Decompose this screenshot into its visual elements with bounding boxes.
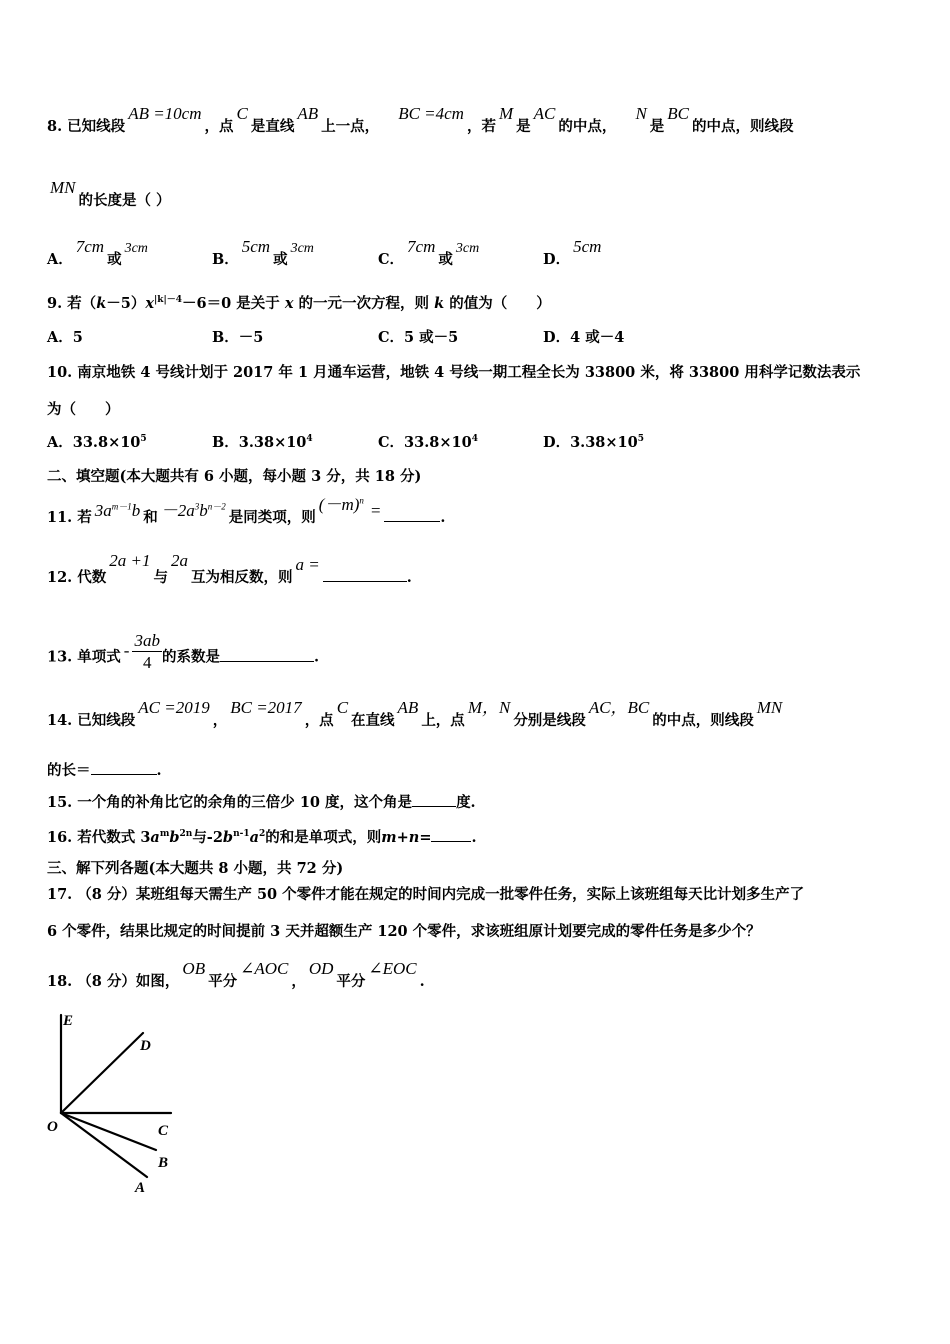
answer-blank[interactable] (384, 509, 440, 522)
q8-option-c: C．7cm或3cm (378, 237, 480, 268)
section-3-heading: 三、解下列各题(本大题共 8 小题，共 72 分) (47, 860, 344, 877)
ray-od (61, 1033, 143, 1113)
q10-option-c: C．$33.8\times 10^4$ (378, 434, 478, 451)
q10-option-a: A．$33.8\times 10^5$ (47, 434, 147, 451)
q10-option-b: B．$3.38\times 10^4$ (212, 434, 313, 451)
section-2-heading: 二、填空题(本大题共有 6 小题，每小题 3 分，共 18 分) (47, 468, 422, 485)
fraction: $\frac{3ab}{4}$ (134, 631, 160, 672)
q8-option-a: A．7cm或3cm (47, 237, 148, 268)
label-e: E (63, 1013, 74, 1029)
question-17-line1: 17. （8 分）某班组每天需生产 50 个零件才能在规定的时间内完成一批零件任务，实际上该班组每天比计划多生产了 (47, 886, 805, 903)
question-16: 16. 若代数式 $3a^mb^{2n}$与$-2b^{n-1}a^2$的和是单项式，则m+n= . (47, 829, 477, 846)
label-o: O (47, 1119, 58, 1135)
q8-option-d: D．5cm (543, 237, 602, 268)
question-15: 15. 一个角的补角比它的余角的三倍少 10 度，这个角是 度. (47, 794, 476, 811)
question-13: 13. 单项式 - $\frac{3ab}{4}$ 的系数是 . (47, 631, 320, 672)
label-d: D (140, 1038, 151, 1054)
q10-option-d: D．$3.38\times 10^5$ (543, 434, 644, 451)
label-c: C (158, 1123, 169, 1139)
question-17-line2: 6 个零件，结果比规定的时间提前 3 天并超额生产 120 个零件，求该班组原计划要完成的零件任务是多少个？ (47, 923, 761, 940)
ray-ob (61, 1113, 156, 1150)
answer-blank[interactable] (220, 649, 314, 662)
question-9: 9. 若$(k-5)x^{|k|-4}-6=0$ 是关于 x 的一元一次方程，则 k 的值为（ ） (47, 295, 551, 312)
label-b: B (158, 1155, 169, 1171)
question-14-line1: 14. 已知线段AC =2019，BC =2017，点C在直线AB上，点M，N分别是线段AC，BC的中点，则线段MN (47, 698, 783, 729)
answer-blank[interactable] (323, 569, 407, 582)
q9-option-b: B．－5 (212, 329, 264, 346)
answer-blank[interactable] (91, 762, 157, 775)
question-18: 18. （8 分）如图，OB平分∠AOC，OD平分∠EOC. (47, 959, 425, 990)
question-10-line2: 为（ ） (47, 401, 120, 418)
question-14-line2: 的长＝ . (47, 762, 162, 779)
question-11: 11. 若 $3a^{m-1}b$ 和 $-2a^3b^{n-2}$是同类项，则$(-m)^n=$ . (47, 495, 446, 526)
question-12: 12. 代数2a +1与2a互为相反数，则a =. (47, 551, 412, 586)
answer-blank[interactable] (431, 829, 471, 842)
question-8-line2: MN的长度是（ ） (50, 178, 171, 209)
answer-blank[interactable] (412, 794, 456, 807)
question-10-line1: 10. 南京地铁 4 号线计划于 2017 年 1 月通车运营，地铁 4 号线一期工程全长为 33800 米，将 33800 用科学记数法表示 (47, 364, 861, 381)
q9-option-d: D．4 或－4 (543, 329, 625, 346)
q9-option-a: A．5 (47, 329, 83, 346)
q8-option-b: B．5cm或3cm (212, 237, 314, 268)
angle-figure (40, 1005, 190, 1195)
label-a: A (135, 1180, 146, 1195)
q9-option-c: C．5 或－5 (378, 329, 459, 346)
question-8-line1: 8. 已知线段AB =10cm，点C是直线AB上一点， BC =4cm，若M是AC的中点， N是BC的中点，则线段 (47, 104, 794, 135)
ray-oa (61, 1113, 147, 1177)
